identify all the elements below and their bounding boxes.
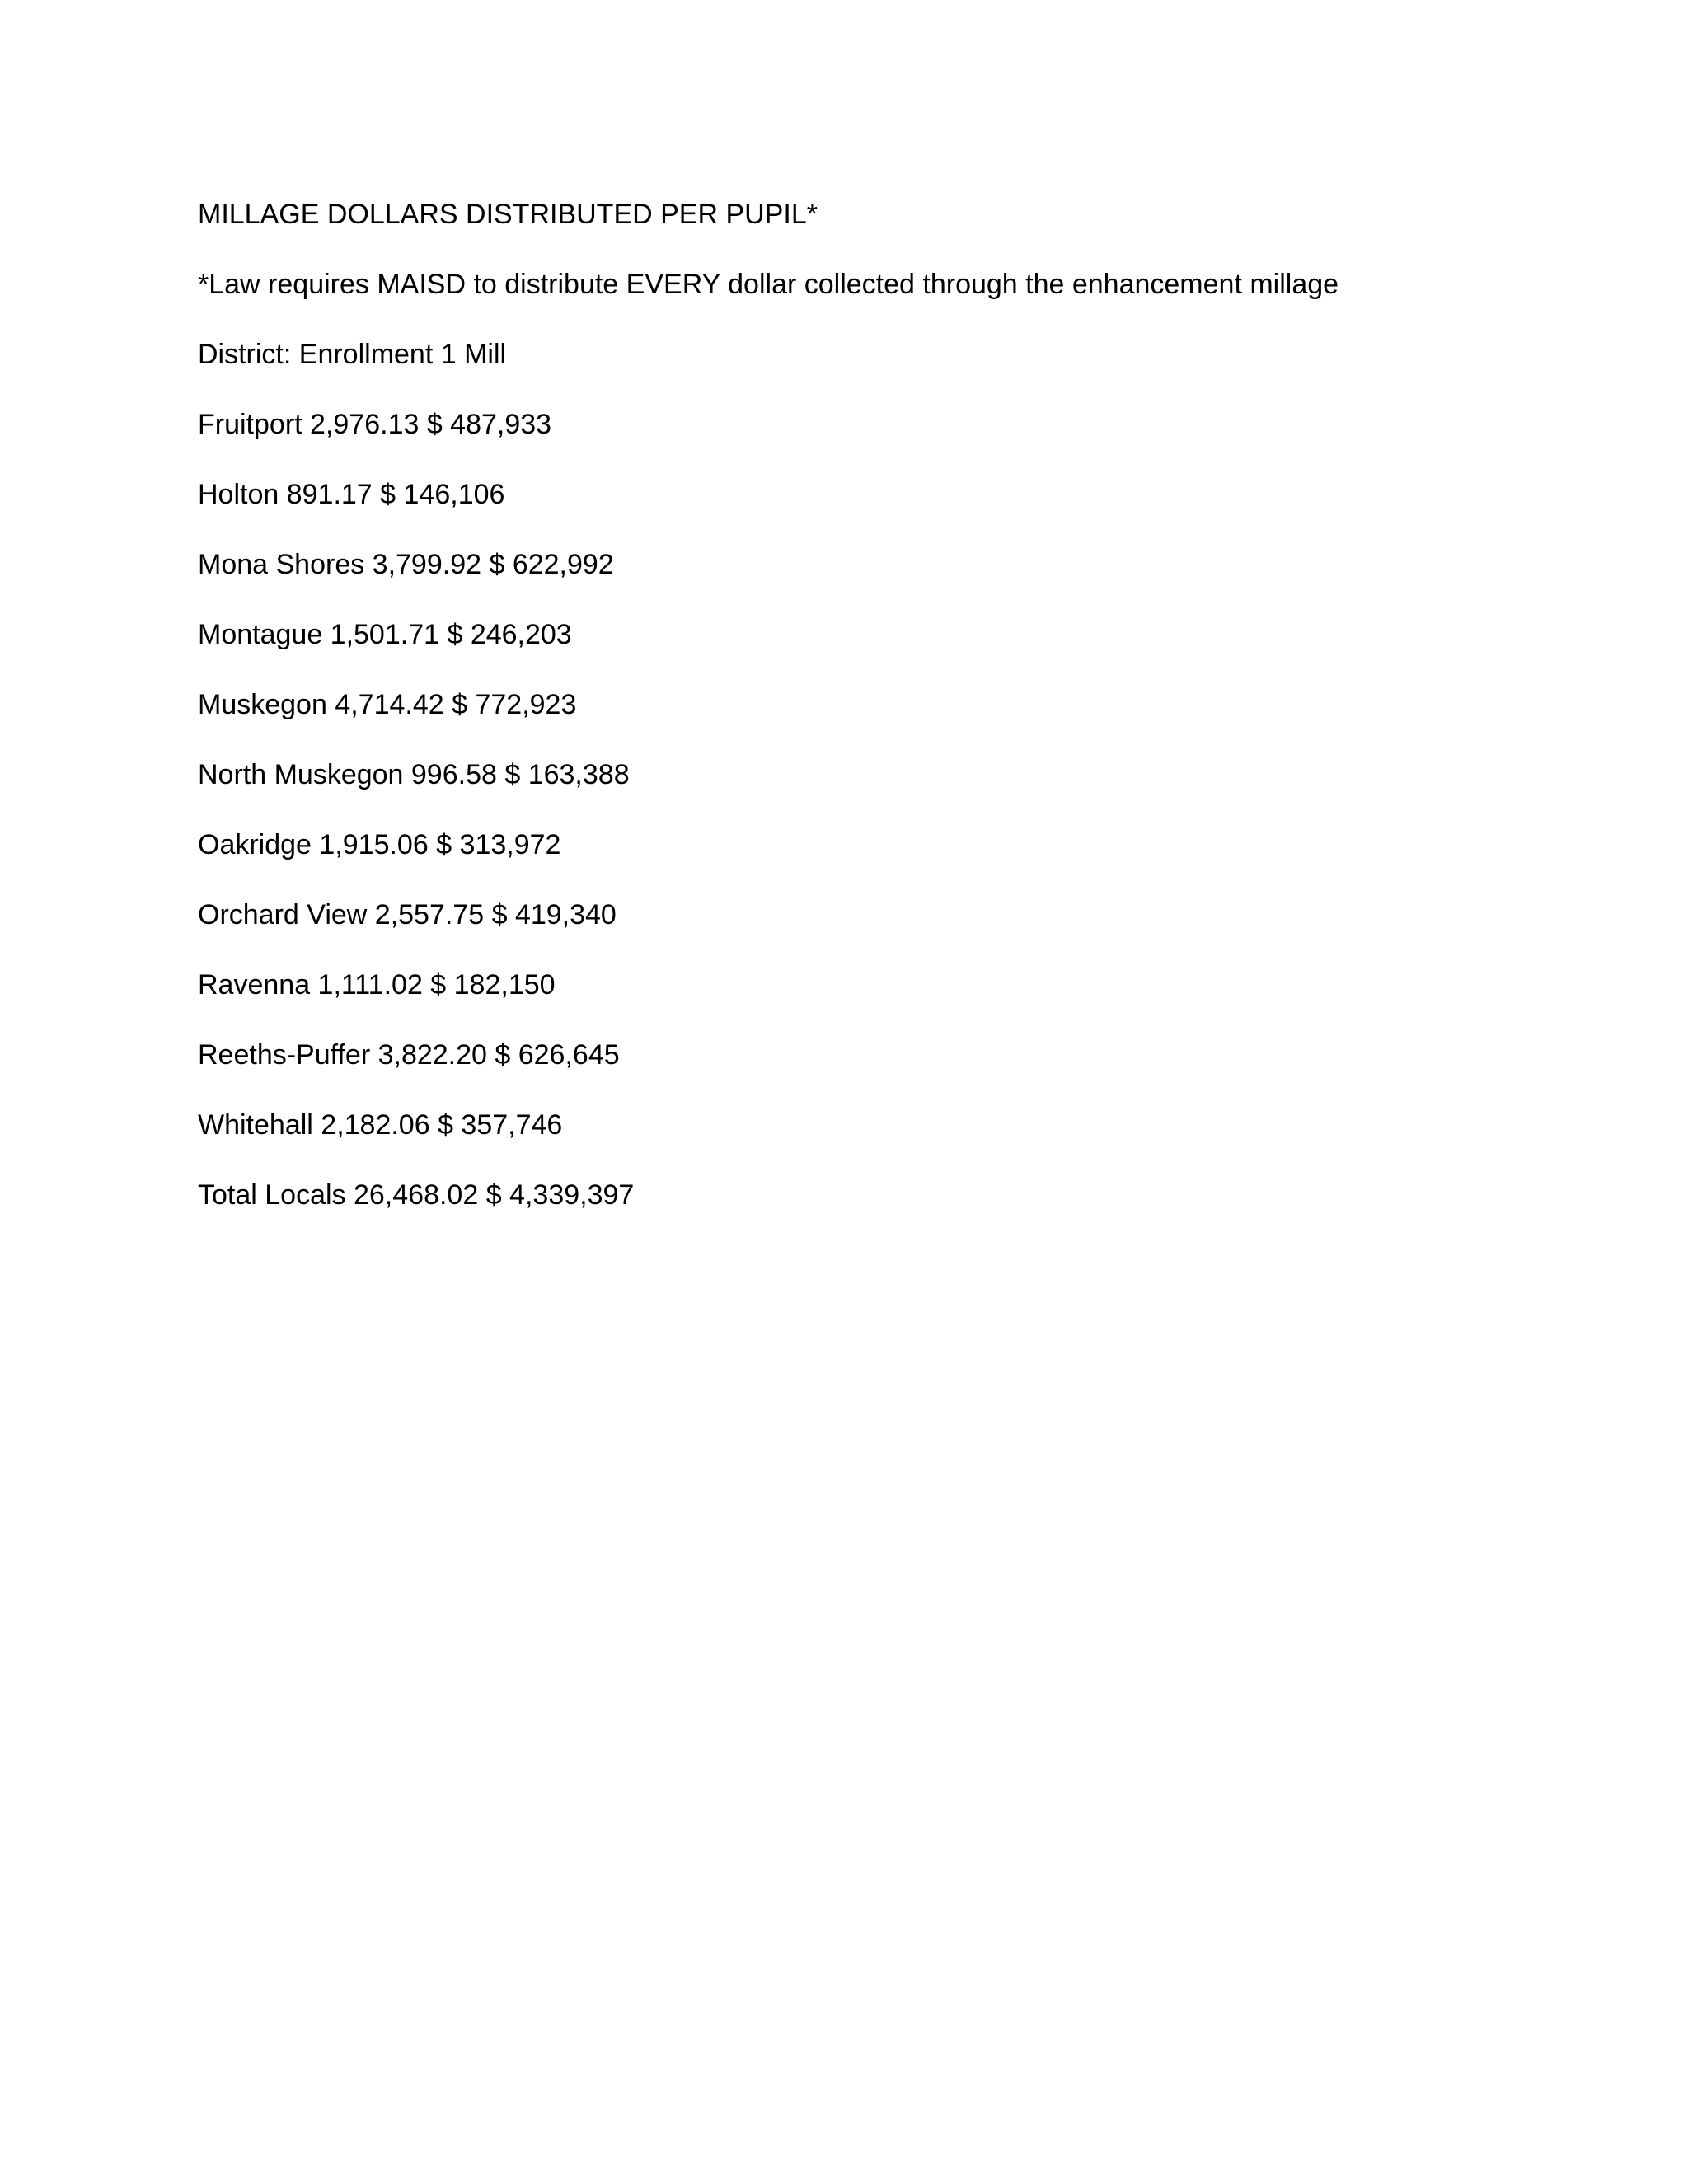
table-header-row: District: Enrollment 1 Mill <box>198 339 507 370</box>
district-row-fruitport: Fruitport 2,976.13 $ 487,933 <box>198 409 552 440</box>
total-row: Total Locals 26,468.02 $ 4,339,397 <box>198 1179 635 1211</box>
district-row-montague: Montague 1,501.71 $ 246,203 <box>198 619 572 650</box>
district-row-oakridge: Oakridge 1,915.06 $ 313,972 <box>198 829 561 860</box>
district-row-north-muskegon: North Muskegon 996.58 $ 163,388 <box>198 759 630 790</box>
district-row-whitehall: Whitehall 2,182.06 $ 357,746 <box>198 1109 563 1141</box>
district-row-mona-shores: Mona Shores 3,799.92 $ 622,992 <box>198 549 614 580</box>
document-title: MILLAGE DOLLARS DISTRIBUTED PER PUPIL* <box>198 199 818 230</box>
district-row-muskegon: Muskegon 4,714.42 $ 772,923 <box>198 689 577 720</box>
document-body <box>198 198 1550 1249</box>
document-note: *Law requires MAISD to distribute EVERY dollar collected through the enhancement millage <box>198 269 1339 300</box>
district-row-orchard-view: Orchard View 2,557.75 $ 419,340 <box>198 899 617 930</box>
district-row-reeths-puffer: Reeths-Puffer 3,822.20 $ 626,645 <box>198 1039 620 1071</box>
district-row-holton: Holton 891.17 $ 146,106 <box>198 479 505 510</box>
district-row-ravenna: Ravenna 1,111.02 $ 182,150 <box>198 969 556 1001</box>
